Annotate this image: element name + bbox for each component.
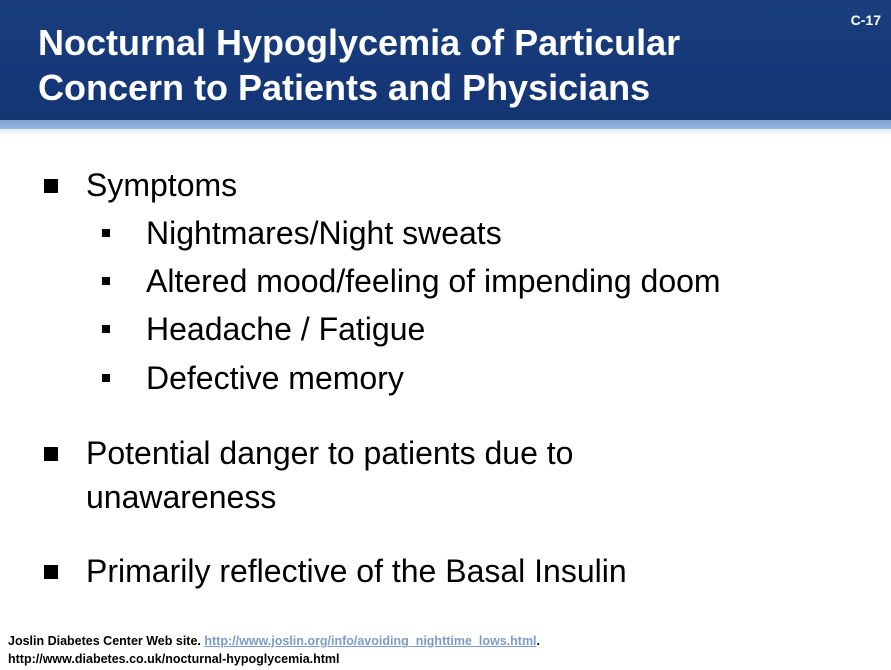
citation-prefix: Joslin Diabetes Center Web site. <box>8 634 205 648</box>
sub-bullet-text: Altered mood/feeling of impending doom <box>146 263 721 299</box>
slide-title-line-2: Concern to Patients and Physicians <box>38 67 651 108</box>
title-bar-fade <box>0 129 891 135</box>
small-square-bullet-icon <box>102 229 110 237</box>
source-citation <box>8 632 540 668</box>
slide-title <box>38 20 828 110</box>
small-square-bullet-icon <box>102 325 110 333</box>
small-square-bullet-icon <box>102 374 110 382</box>
square-bullet-icon <box>44 565 58 579</box>
bullet-text: Potential danger to patients due to <box>86 435 574 471</box>
citation-line-1 <box>8 632 540 650</box>
bullet-text: Symptoms <box>86 167 238 203</box>
slide-number: C-17 <box>850 12 881 28</box>
sub-bullet-text: Headache / Fatigue <box>146 311 426 347</box>
citation-line-2: http://www.diabetes.co.uk/nocturnal-hypoglycemia.html <box>8 652 340 666</box>
bullet-text: unawareness <box>86 479 277 515</box>
sub-bullet-text: Nightmares/Night sweats <box>146 215 502 251</box>
square-bullet-icon <box>44 179 58 193</box>
slide-title-line-1: Nocturnal Hypoglycemia of Particular <box>38 22 681 63</box>
citation-suffix: . <box>536 634 541 648</box>
small-square-bullet-icon <box>102 277 110 285</box>
bullet-text: Primarily reflective of the Basal Insulin <box>86 553 627 589</box>
title-bar-stripe <box>0 120 891 129</box>
joslin-link[interactable]: http://www.joslin.org/info/avoiding_nighttime_lows.html <box>204 634 537 648</box>
sub-bullet-text: Defective memory <box>146 360 404 396</box>
square-bullet-icon <box>44 447 58 461</box>
